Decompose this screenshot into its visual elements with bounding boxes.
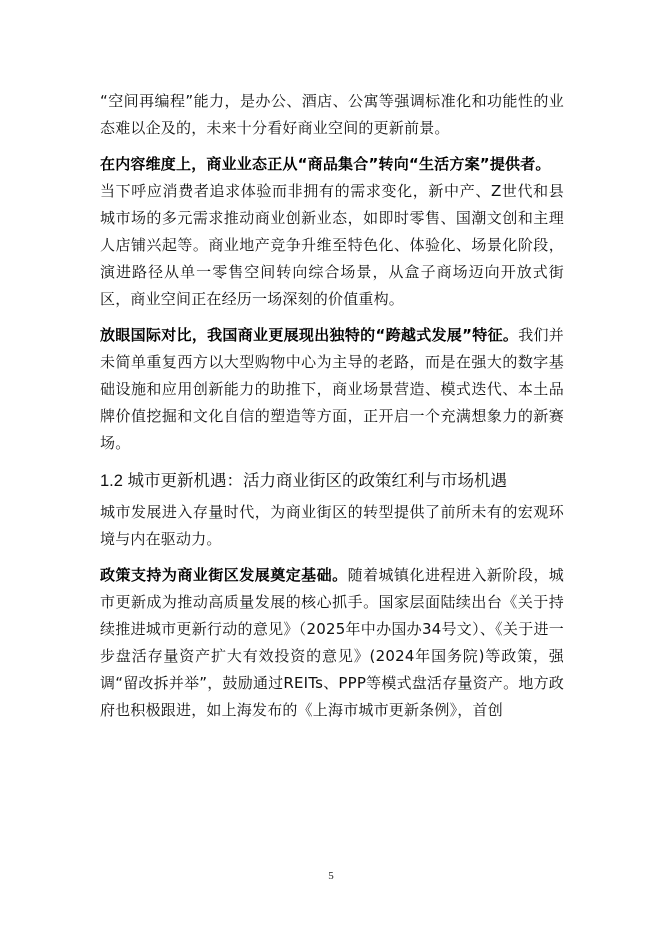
paragraph-space-reprogramming — [100, 88, 564, 142]
paragraph-body: “空间再编程”能力，是办公、酒店、公寓等强调标准化和功能性的业态难以企及的，未来十分看好商业空间的更新前景。 — [100, 92, 564, 137]
paragraph-international-comparison — [100, 322, 564, 457]
paragraph-body: 当下呼应消费者追求体验而非拥有的需求变化，新中产、Z世代和县城市场的多元需求推动商业创新业态，如即时零售、国潮文创和主理人店铺兴起等。商业地产竞争升维至特色化、体验化、场景化阶段，演进路径从单一零售空间转向综合场景，从盒子商场迈向开放式街区，商业空间正在经历一场深刻的价值重构。 — [100, 182, 564, 308]
paragraph-lead: 政策支持为商业街区发展奠定基础。 — [100, 566, 348, 584]
paragraph-policy-support — [100, 562, 564, 724]
paragraph-lead: 放眼国际对比，我国商业更展现出独特的“跨越式发展”特征。 — [100, 326, 519, 344]
paragraph-body: 我们并未简单重复西方以大型购物中心为主导的老路，而是在强大的数字基础设施和应用创新能力的助推下，商业场景营造、模式迭代、本土品牌价值挖掘和文化自信的塑造等方面，正开启一个充满想象力的新赛场。 — [100, 326, 564, 452]
paragraph-stock-era — [100, 499, 564, 553]
page-content — [100, 88, 564, 724]
page-number: 5 — [328, 870, 334, 882]
paragraph-content-dimension — [100, 151, 564, 313]
paragraph-lead: 在内容维度上，商业业态正从“商品集合”转向“生活方案”提供者。 — [100, 155, 551, 173]
paragraph-body: 城市发展进入存量时代，为商业街区的转型提供了前所未有的宏观环境与内在驱动力。 — [100, 503, 564, 548]
paragraph-body: 随着城镇化进程进入新阶段，城市更新成为推动高质量发展的核心抓手。国家层面陆续出台《关于持续推进城市更新行动的意见》（2025年中办国办34号文）、《关于进一步盘活存量资产扩大有效投资的意见》(2024年国务院)等政策，强调“留改拆并举”，鼓励通过REITs、PPP等模式盘活存量资产。地方政府也积极跟进，如上海发布的《上海市城市更新条例》，首创 — [100, 566, 564, 719]
section-heading: 1.2 城市更新机遇：活力商业街区的政策红利与市场机遇 — [100, 472, 508, 490]
